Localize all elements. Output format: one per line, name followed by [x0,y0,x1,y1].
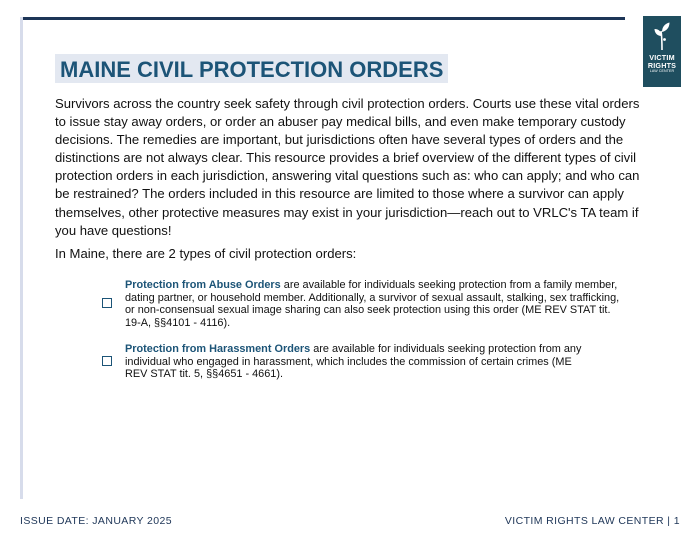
order-name: Protection from Abuse Orders [125,279,281,291]
order-name: Protection from Harassment Orders [125,343,311,355]
order-item-harassment [102,343,592,381]
sprout-leaf-icon [652,21,672,51]
logo-text-victim: VICTIM [649,53,675,62]
order-text [125,343,592,381]
issue-date: ISSUE DATE: JANUARY 2025 [20,515,172,527]
order-description: are available for individuals seeking protection from any individual who engaged in harassment, which includes the commission of certain crimes (ME REV STAT tit. 5, §§4651 - 4661). [125,343,582,381]
order-text [125,279,622,329]
intro-paragraph: Survivors across the country seek safety through civil protection orders. Courts use these vital orders to issue stay away orders, or order an abuser pay medical bills, and even make temporary custody decisions. The remedies are important, but jurisdictions often have several types of orders and the distinctions are not always clear. This resource provides a brief overview of the different types of civil protection orders in each jurisdiction, answering vital questions such as: who can apply; and who can be restrained? The orders included in this resource are limited to those where a survivor can apply themselves, other protective measures may exist in your jurisdiction—reach out to VRLC's TA team if you have questions! [55,96,640,238]
logo-text-law-center: LAW CENTER [649,69,675,73]
vrlc-logo [643,16,681,87]
order-item-abuse [102,279,622,329]
page-title: MAINE CIVIL PROTECTION ORDERS [55,54,448,83]
footer-org-page-number: VICTIM RIGHTS LAW CENTER | 1 [504,515,680,527]
left-margin-rule [20,17,23,499]
order-checkbox[interactable] [102,356,112,366]
order-count-lead: In Maine, there are 2 types of civil protection orders: [55,246,357,261]
logo-text-rights: RIGHTS [647,60,677,70]
order-checkbox[interactable] [102,298,112,308]
top-divider [20,17,625,20]
order-description: are available for individuals seeking protection from a family member, dating partner, or household member. Additionally, a survivor of sexual assault, stalking, sex trafficking, or non-consensual sexual image sharing can also seek protection using this order (ME REV STAT tit. 19-A, §§4101 - 4116). [125,279,620,329]
